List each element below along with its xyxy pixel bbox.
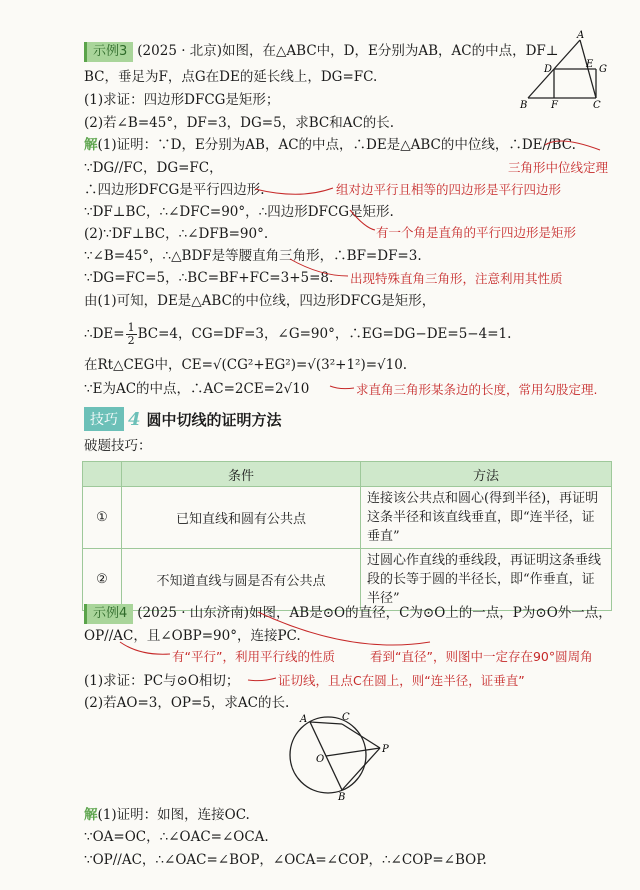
fig-label-b: B <box>520 100 528 111</box>
example3-sol1: 解(1)证明：∵D，E分别为AB，AC的中点，∴DE是△ABC的中位线，∴DE//BC. <box>84 137 576 153</box>
fig4-label-a: A <box>300 714 308 725</box>
fig-label-a: A <box>577 30 585 41</box>
table-header: 条件 <box>122 462 361 487</box>
example4-sol3: ∵OP//AC，∴∠OAC=∠BOP，∠OCA=∠COP，∴∠COP=∠BOP. <box>84 852 487 868</box>
table-cell: ② <box>83 549 122 611</box>
fig4-label-c: C <box>342 712 350 723</box>
note-diameter: 看到“直径”，则图中一定存在90°圆周角 <box>370 649 593 664</box>
example3-sol8: 由(1)可知，DE是△ABC的中位线，四边形DFCG是矩形， <box>84 293 436 309</box>
example3-sol5: (2)∵DF⊥BC，∴∠DFB=90°. <box>84 226 269 242</box>
example3-sol9: ∴DE= $\frac{1}{2}$ BC=4，CG=DF=3，∠G=90°，∴EG=DG−DE=5−4=1. <box>84 321 512 347</box>
note-parallel: 有“平行”，利用平行线的性质 <box>172 649 335 664</box>
example3-sol6: ∵∠B=45°，∴△BDF是等腰直角三角形，∴BF=DF=3. <box>84 248 422 264</box>
example4-line2: OP//AC，且∠OBP=90°，连接PC. <box>84 628 301 644</box>
fig-label-c: C <box>593 100 601 111</box>
tip4-subtitle: 破题技巧： <box>84 438 152 454</box>
example3-sol4: ∵DF⊥BC，∴∠DFC=90°，∴四边形DFCG是矩形. <box>84 204 394 220</box>
table-cell: 连接该公共点和圆心(得到半径)，再证明这条半径和该直线垂直，即“连半径，证垂直” <box>361 487 612 549</box>
note-parallelogram: 组对边平行且相等的四边形是平行四边形 <box>336 182 562 197</box>
example4-figure <box>280 710 400 803</box>
example4-q1: (1)求证：PC与⊙O相切； <box>84 673 240 689</box>
example3-sol2: ∵DG//FC，DG=FC， <box>84 160 223 176</box>
example3-sol3: ∴四边形DFCG是平行四边形. <box>84 182 265 198</box>
example3-line1: 示例3 (2025 · 北京)如图，在△ABC中，D，E分别为AB，AC的中点，DF⊥ <box>84 42 559 62</box>
example4-q2: (2)若AO=3，OP=5，求AC的长. <box>84 695 290 711</box>
example3-q1: (1)求证：四边形DFCG是矩形； <box>84 92 280 108</box>
fig-label-d: D <box>544 64 553 75</box>
fig4-label-b: B <box>338 792 346 803</box>
table-cell: 过圆心作直线的垂线段，再证明这条垂线段的长等于圆的半径长，即“作垂直，证半径” <box>361 549 612 611</box>
fig4-label-o: O <box>316 754 325 765</box>
note-pythagoras: 求直角三角形某条边的长度，常用勾股定理. <box>356 382 598 397</box>
note-rectangle: 有一个角是直角的平行四边形是矩形 <box>376 225 577 240</box>
example4-line1: 示例4 (2025 · 山东济南)如图，AB是⊙O的直径，C为⊙O上的一点，P为⊙O外一点， <box>84 604 612 624</box>
example4-sol2: ∵OA=OC，∴∠OAC=∠OCA. <box>84 829 269 845</box>
example3-line2: BC，垂足为F，点G在DE的延长线上，DG=FC. <box>84 69 378 85</box>
example3-sol10: 在Rt△CEG中，CE=√(CG²+EG²)=√(3²+1²)=√10. <box>84 357 408 373</box>
tip4-title: 圆中切线的证明方法 <box>146 410 282 429</box>
fig4-label-p: P <box>382 744 389 755</box>
fig-label-e: E <box>586 59 594 70</box>
example3-tag: 示例3 <box>84 42 133 62</box>
table-cell: ① <box>83 487 122 549</box>
fig-label-g: G <box>599 64 607 75</box>
example3-sol7: ∵DG=FC=5，∴BC=BF+FC=3+5=8. <box>84 270 334 286</box>
example3-q2: (2)若∠B=45°，DF=3，DG=5，求BC和AC的长. <box>84 115 395 131</box>
fig-label-f: F <box>551 100 558 111</box>
note-midline: 三角形中位线定理 <box>508 160 609 175</box>
table-cell: 不知道直线与圆是否有公共点 <box>122 549 361 611</box>
note-special-triangle: 出现特殊直角三角形，注意利用其性质 <box>350 271 563 286</box>
table-header: 方法 <box>361 462 612 487</box>
tip4-number: 4 <box>128 408 141 430</box>
example3-sol11: ∵E为AC的中点，∴AC=2CE=2√10 <box>84 381 310 397</box>
example4-tag: 示例4 <box>84 604 133 624</box>
example4-sol1: 解(1)证明：如图，连接OC. <box>84 807 250 823</box>
table-cell: 已知直线和圆有公共点 <box>122 487 361 549</box>
note-tangent: 证切线，且点C在圆上，则“连半径，证垂直” <box>278 673 525 688</box>
tip4-label: 技巧 <box>84 407 124 431</box>
